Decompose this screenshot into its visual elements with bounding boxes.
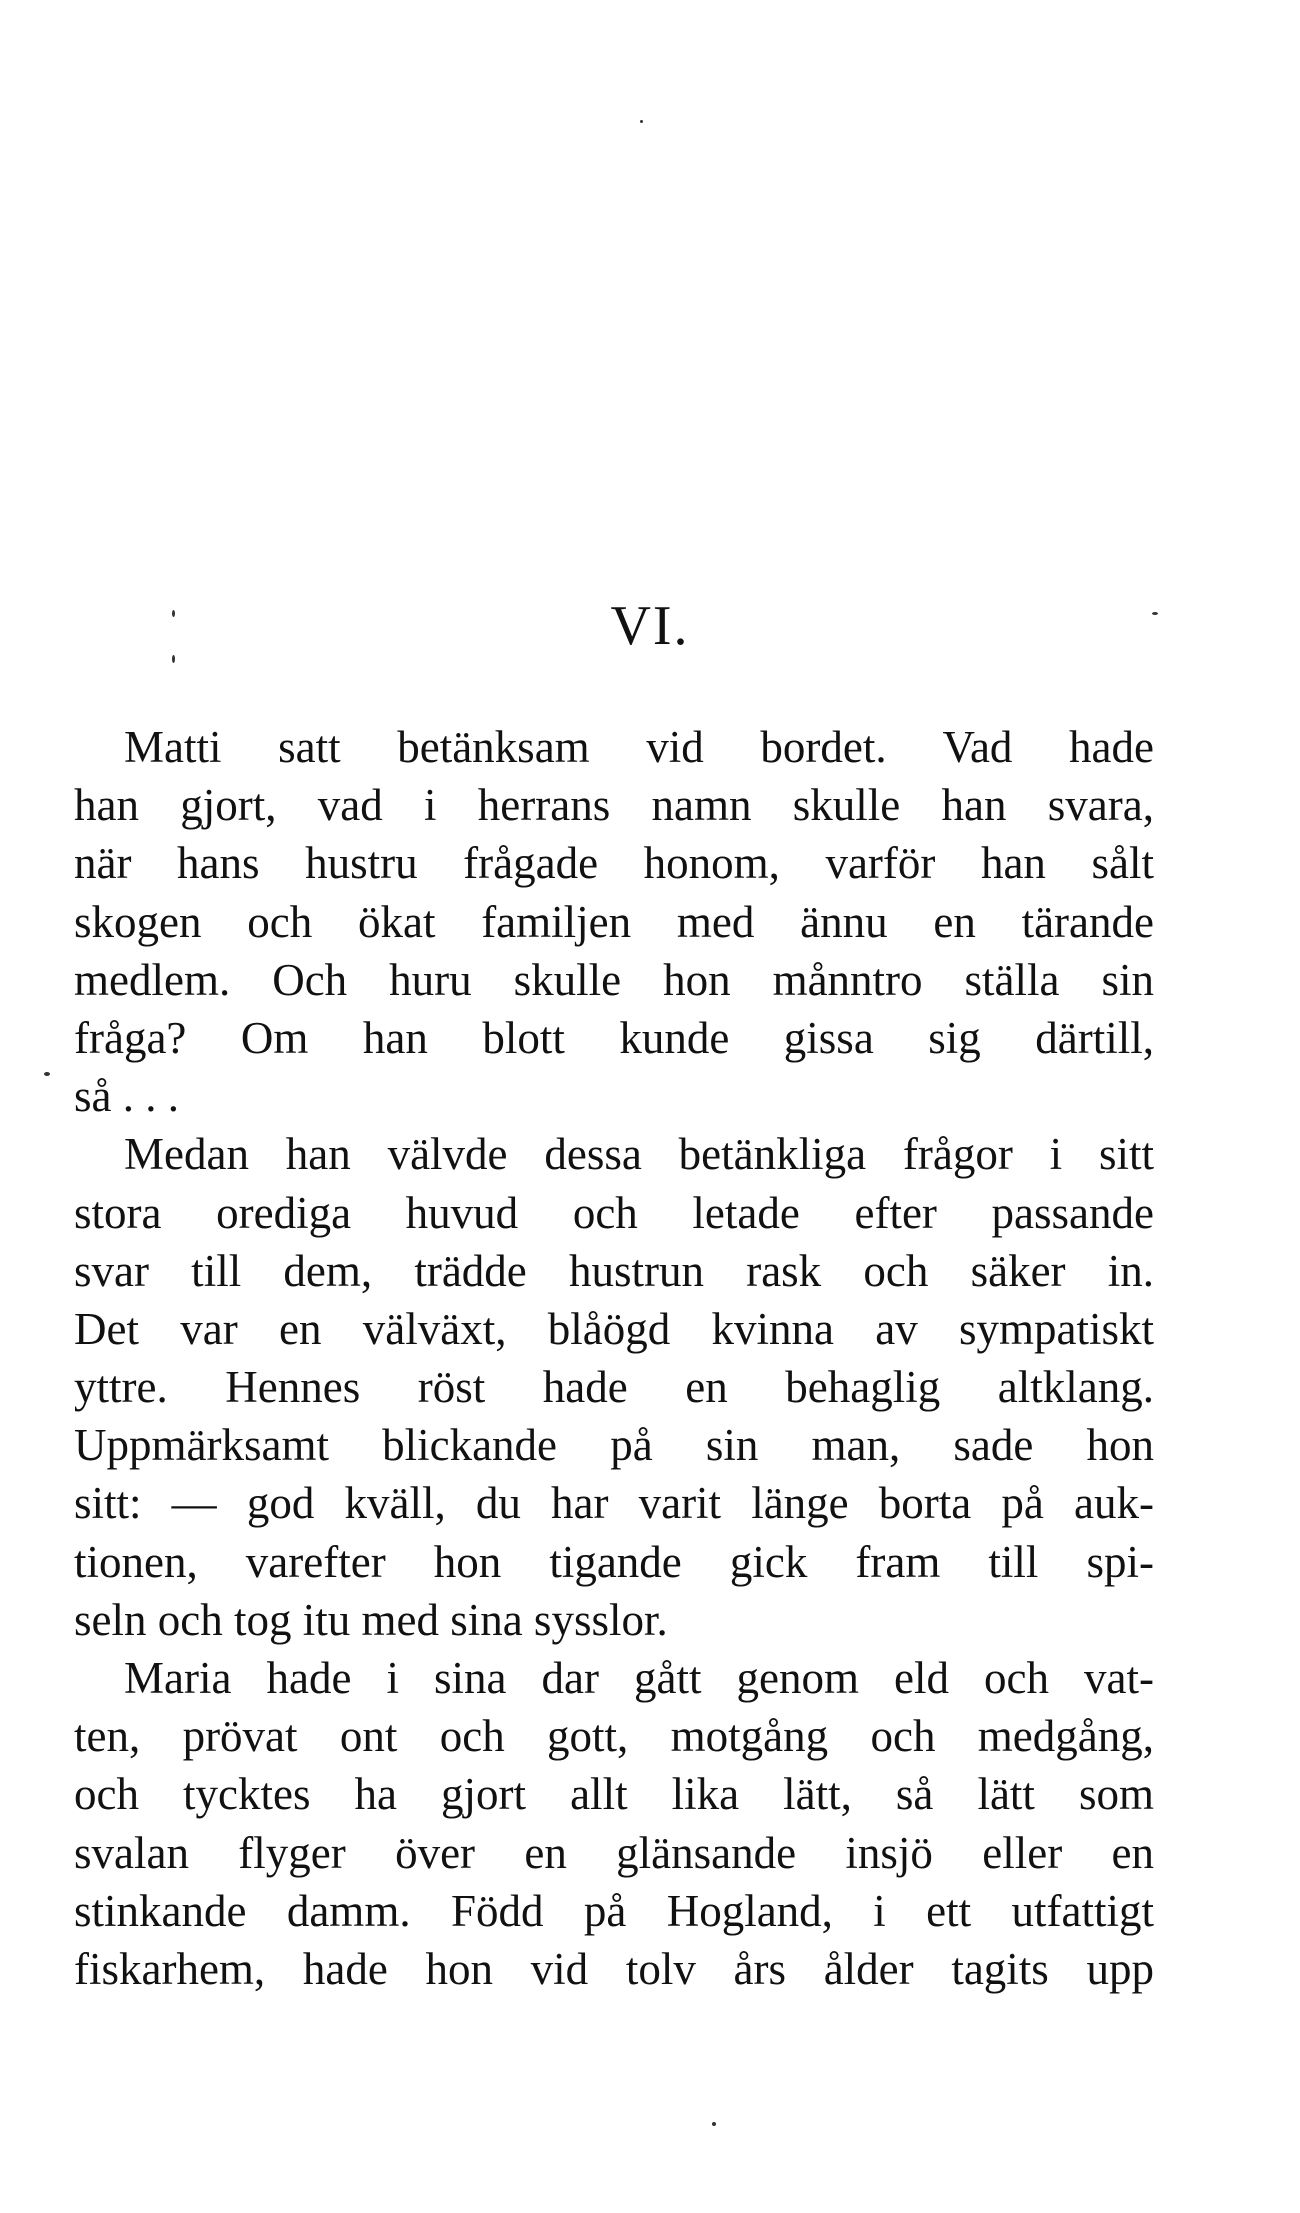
text-line: tionen, varefter hon tigande gick fram till spi- — [74, 1536, 1154, 1587]
text-line: fiskarhem, hade hon vid tolv års ålder tagits upp — [74, 1943, 1154, 1994]
scan-speck — [712, 2122, 716, 2126]
scan-speck — [640, 120, 643, 123]
text-line: svar till dem, trädde hustrun rask och säker in. — [74, 1245, 1154, 1296]
text-line: skogen och ökat familjen med ännu en tärande — [74, 896, 1154, 947]
text-line: och tycktes ha gjort allt lika lätt, så lätt som — [74, 1769, 1154, 1820]
text-line: Maria hade i sina dar gått genom eld och vat- — [124, 1653, 1154, 1703]
text-line: fråga? Om han blott kunde gissa sig därtill, — [74, 1012, 1154, 1063]
chapter-heading: VI. — [610, 595, 690, 657]
scan-speck — [44, 1072, 50, 1076]
scan-speck — [172, 655, 175, 663]
text-line: sitt: — god kväll, du har varit länge borta på auk- — [74, 1478, 1154, 1529]
text-line: Det var en välväxt, blåögd kvinna av sympatiskt — [74, 1303, 1154, 1354]
text-line: seln och tog itu med sina sysslor. — [74, 1594, 668, 1645]
scan-speck — [1152, 612, 1158, 615]
scan-speck — [172, 610, 175, 617]
text-line: stinkande damm. Född på Hogland, i ett utfattigt — [74, 1885, 1154, 1936]
text-line: svalan flyger över en glänsande insjö eller en — [74, 1827, 1154, 1878]
text-line: stora orediga huvud och letade efter passande — [74, 1187, 1154, 1238]
text-line: han gjort, vad i herrans namn skulle han svara, — [74, 780, 1154, 831]
text-line: medlem. Och huru skulle hon månntro ställa sin — [74, 954, 1154, 1005]
text-line: ten, prövat ont och gott, motgång och medgång, — [74, 1711, 1154, 1762]
body-text — [74, 718, 1154, 1998]
text-line: Medan han välvde dessa betänkliga frågor i sitt — [124, 1129, 1154, 1180]
text-line: yttre. Hennes röst hade en behaglig altklang. — [74, 1362, 1154, 1413]
text-line: så . . . — [74, 1071, 179, 1122]
text-line: Matti satt betänksam vid bordet. Vad hade — [124, 722, 1154, 772]
text-line: när hans hustru frågade honom, varför han sålt — [74, 838, 1154, 889]
text-line: Uppmärksamt blickande på sin man, sade hon — [74, 1420, 1154, 1471]
